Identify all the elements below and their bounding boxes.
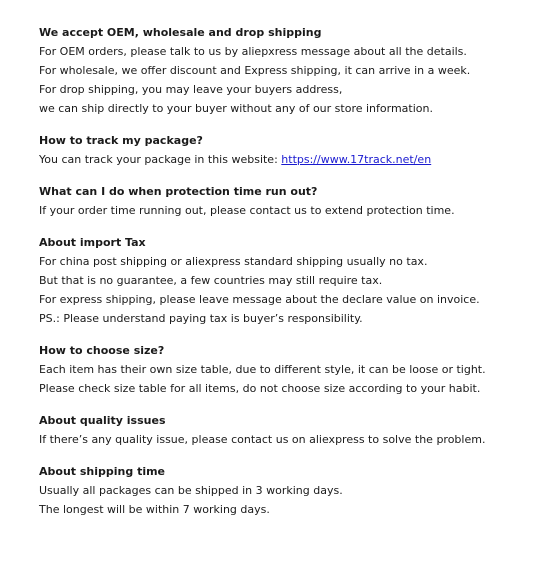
paragraph-line: we can ship directly to your buyer without any of our store information. [39, 102, 433, 115]
paragraph-line: PS.: Please understand paying tax is buyer’s responsibility. [39, 312, 363, 325]
paragraph-line: For drop shipping, you may leave your buyers address, [39, 83, 343, 96]
paragraph-line: For wholesale, we offer discount and Express shipping, it can arrive in a week. [39, 64, 471, 77]
paragraph-line: Please check size table for all items, do not choose size according to your habit. [39, 382, 481, 395]
section-heading: About shipping time [39, 465, 166, 478]
paragraph-line: If there’s any quality issue, please contact us on aliexpress to solve the problem. [39, 433, 486, 446]
tracking-text: You can track your package in this website: [39, 153, 282, 166]
paragraph-line [39, 152, 519, 167]
section-import-tax [39, 235, 519, 326]
section-heading: We accept OEM, wholesale and drop shipping [39, 26, 322, 39]
section-heading: About import Tax [39, 236, 146, 249]
store-policy-document [39, 25, 519, 534]
paragraph-line: For express shipping, please leave message about the declare value on invoice. [39, 293, 480, 306]
section-track-package [39, 133, 519, 167]
section-choose-size [39, 343, 519, 396]
paragraph-line: Usually all packages can be shipped in 3 working days. [39, 484, 343, 497]
section-shipping-time [39, 464, 519, 517]
paragraph-line: Each item has their own size table, due to different style, it can be loose or tight. [39, 363, 486, 376]
section-quality-issues [39, 413, 519, 447]
tracking-website-link[interactable]: https://www.17track.net/en [281, 153, 432, 166]
section-heading: What can I do when protection time run out? [39, 185, 318, 198]
paragraph-line: The longest will be within 7 working days. [39, 503, 270, 516]
paragraph-line: For OEM orders, please talk to us by aliepxress message about all the details. [39, 45, 467, 58]
paragraph-line: If your order time running out, please contact us to extend protection time. [39, 204, 455, 217]
paragraph-line: But that is no guarantee, a few countries may still require tax. [39, 274, 383, 287]
section-protection-time [39, 184, 519, 218]
section-heading: How to track my package? [39, 134, 203, 147]
section-heading: About quality issues [39, 414, 166, 427]
section-heading: How to choose size? [39, 344, 165, 357]
section-oem-wholesale [39, 25, 519, 116]
paragraph-line: For china post shipping or aliexpress standard shipping usually no tax. [39, 255, 428, 268]
